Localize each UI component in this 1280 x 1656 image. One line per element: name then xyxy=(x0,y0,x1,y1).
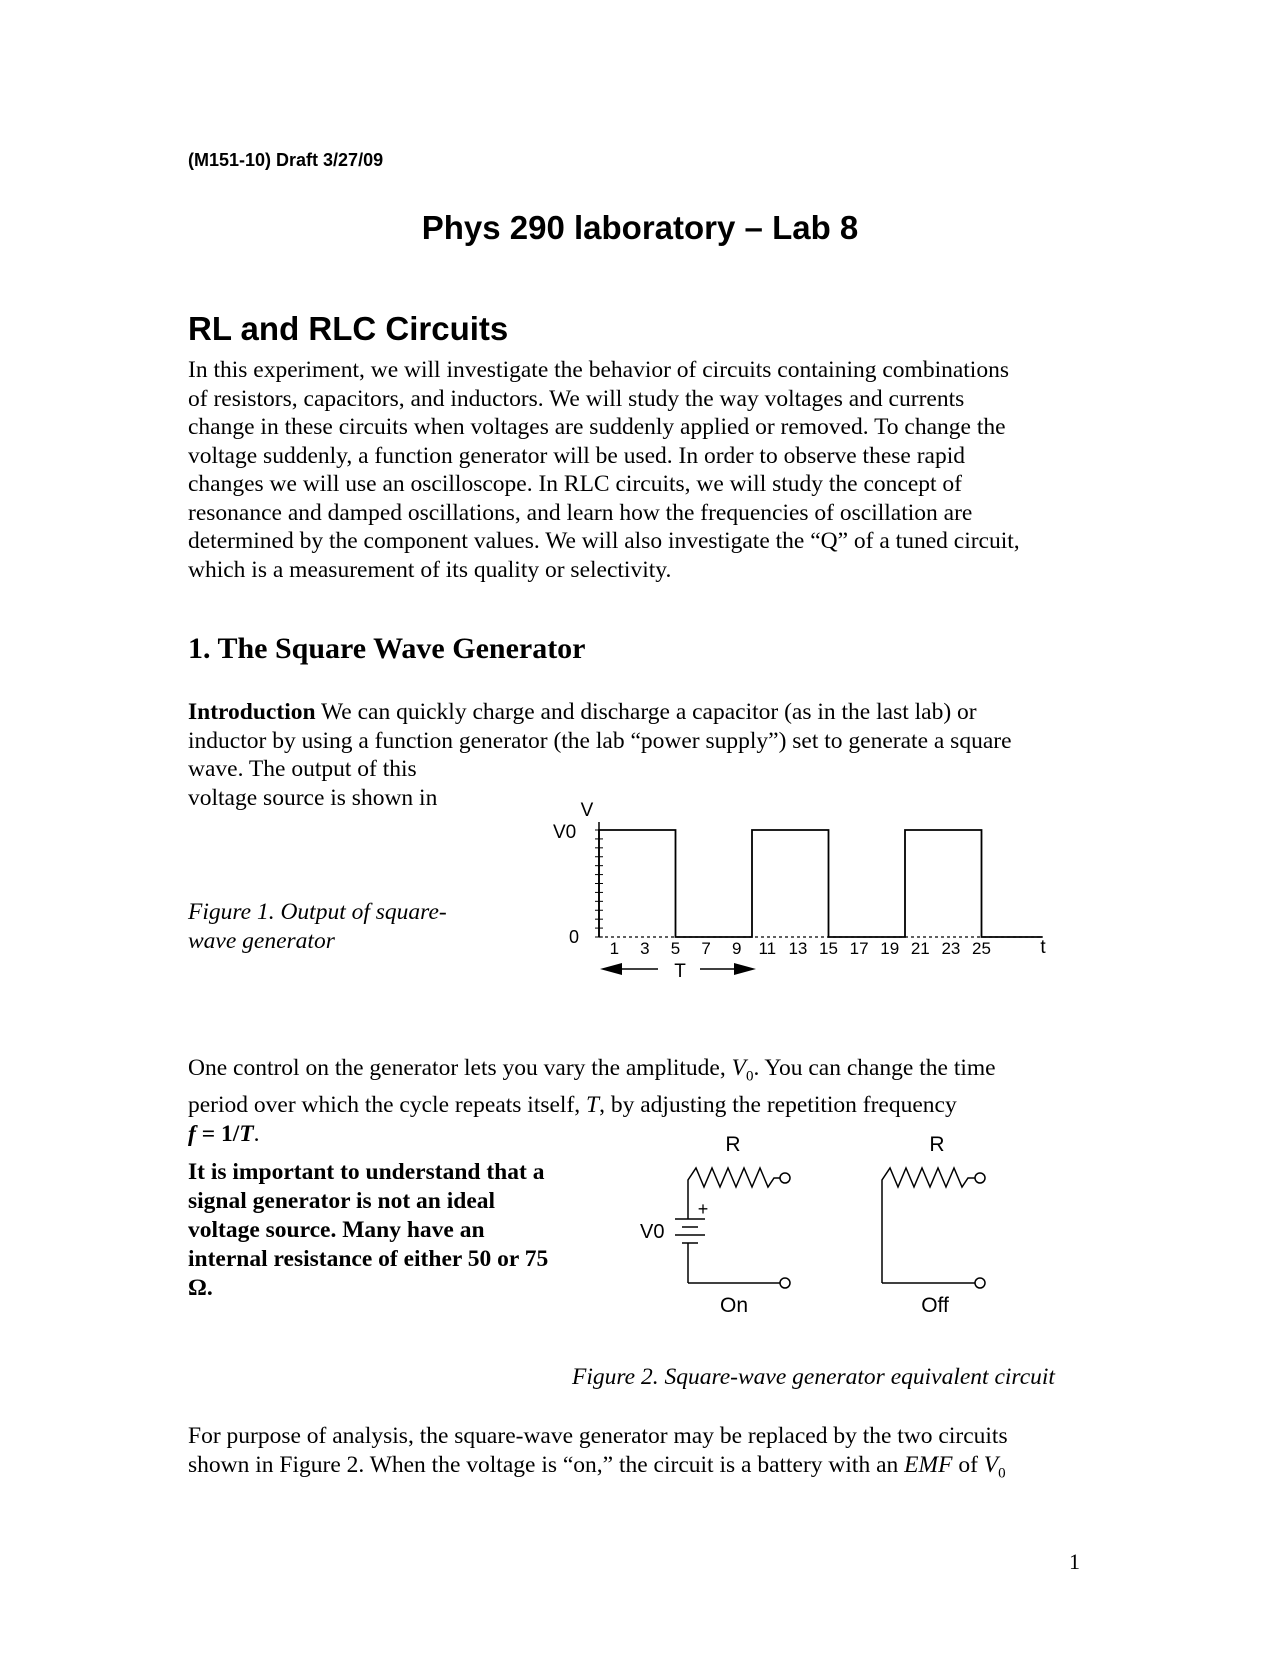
intro2-line-2: inductor by using a function generator (the lab “power supply”) set to generate a square xyxy=(188,727,1012,754)
x-tick-label: 1 xyxy=(609,939,620,958)
resistor-symbol xyxy=(882,1168,975,1195)
terminal-top-on xyxy=(780,1173,790,1183)
resistor-label-off: R xyxy=(929,1133,945,1156)
off-label: Off xyxy=(921,1294,949,1317)
x-tick-label: 11 xyxy=(758,939,777,958)
period-indicator xyxy=(600,961,756,982)
y-axis-label: V xyxy=(580,800,594,821)
x-tick-label: 21 xyxy=(910,939,930,958)
internal-resistance-note: It is important to understand that a signal generator is not an ideal voltage source. Many have an internal resistance of either 50 or 75 Ω. xyxy=(188,1159,549,1301)
resistor-label-on: R xyxy=(725,1133,741,1156)
intro-line: voltage suddenly, a function generator will be used. In order to observe these rapid xyxy=(188,442,965,469)
terminal-bottom-off xyxy=(975,1278,985,1288)
intro-line: determined by the component values. We will also investigate the “Q” of a tuned circuit, xyxy=(188,528,1020,554)
intro-line: change in these circuits when voltages are suddenly applied or removed. To change the xyxy=(188,414,1006,440)
terminal-top-off xyxy=(975,1173,985,1183)
x-tick-label: 17 xyxy=(849,939,869,958)
intro-line: of resistors, capacitors, and inductors. We will study the way voltages and currents xyxy=(188,385,965,412)
intro2-line-3: wave. The output of this xyxy=(188,756,417,782)
off-circuit xyxy=(882,1133,985,1317)
v0-label: V0 xyxy=(553,822,577,843)
frequency-formula: f = 1/T. xyxy=(188,1120,260,1147)
draft-header: (M151-10) Draft 3/27/09 xyxy=(188,150,384,170)
intro2-line-1: Introduction We can quickly charge and discharge a capacitor (as in the last lab) or xyxy=(188,699,977,725)
x-tick-labels xyxy=(610,939,991,958)
x-tick-label: 7 xyxy=(701,939,711,958)
terminal-bottom-on xyxy=(780,1278,790,1288)
intro-line: which is a measurement of its quality or selectivity. xyxy=(188,556,672,583)
x-tick-label: 13 xyxy=(788,939,808,958)
amplitude-paragraph: One control on the generator lets you vary the amplitude, $V_0$. You can change the time period over which the cycle repeats itself, T, by adjusting the repetition frequency f = 1/T. xyxy=(188,1054,1088,1148)
figure-2-circuit xyxy=(640,1133,985,1317)
x-tick-label: 25 xyxy=(972,939,991,958)
introduction-lead: Introduction xyxy=(188,699,316,725)
x-tick-label: 19 xyxy=(880,939,900,958)
x-axis-label: t xyxy=(1040,937,1046,958)
x-tick-label: 5 xyxy=(670,939,681,958)
intro-line: In this experiment, we will investigate the behavior of circuits containing combinations xyxy=(188,357,1009,383)
subsection-heading: 1. The Square Wave Generator xyxy=(188,632,586,665)
resistor-symbol xyxy=(688,1168,780,1195)
figure-2-caption: Figure 2. Square-wave generator equivalent circuit xyxy=(572,1364,1055,1390)
battery-v0-label: V0 xyxy=(640,1221,665,1243)
x-tick-label: 15 xyxy=(819,939,838,958)
page-title: Phys 290 laboratory – Lab 8 xyxy=(421,209,859,246)
x-tick-label: 9 xyxy=(731,939,742,958)
intro-line: resonance and damped oscillations, and learn how the frequencies of oscillation are xyxy=(188,499,973,526)
plus-label: + xyxy=(697,1199,709,1219)
x-tick-label: 23 xyxy=(941,939,961,958)
analysis-paragraph: For purpose of analysis, the square-wave generator may be replaced by the two circuits shown in Figure 2. When the voltage is “on,” the circuit is a battery with an EMF of $V_0$ xyxy=(188,1423,1008,1482)
page-number: 1 xyxy=(1069,1549,1080,1574)
square-wave-series xyxy=(599,830,1043,937)
period-label: T xyxy=(674,961,686,982)
section-heading: RL and RLC Circuits xyxy=(188,310,509,347)
figure-1-caption: Figure 1. Output of square- wave generator xyxy=(188,899,447,954)
square-wave-plot xyxy=(553,800,1046,982)
zero-label: 0 xyxy=(568,927,579,947)
intro2-line-4: voltage source is shown in xyxy=(188,784,438,811)
intro-line: changes we will use an oscilloscope. In RLC circuits, we will study the concept of xyxy=(188,471,963,497)
x-tick-label: 3 xyxy=(640,939,650,958)
on-circuit xyxy=(640,1133,790,1317)
on-label: On xyxy=(719,1294,749,1317)
